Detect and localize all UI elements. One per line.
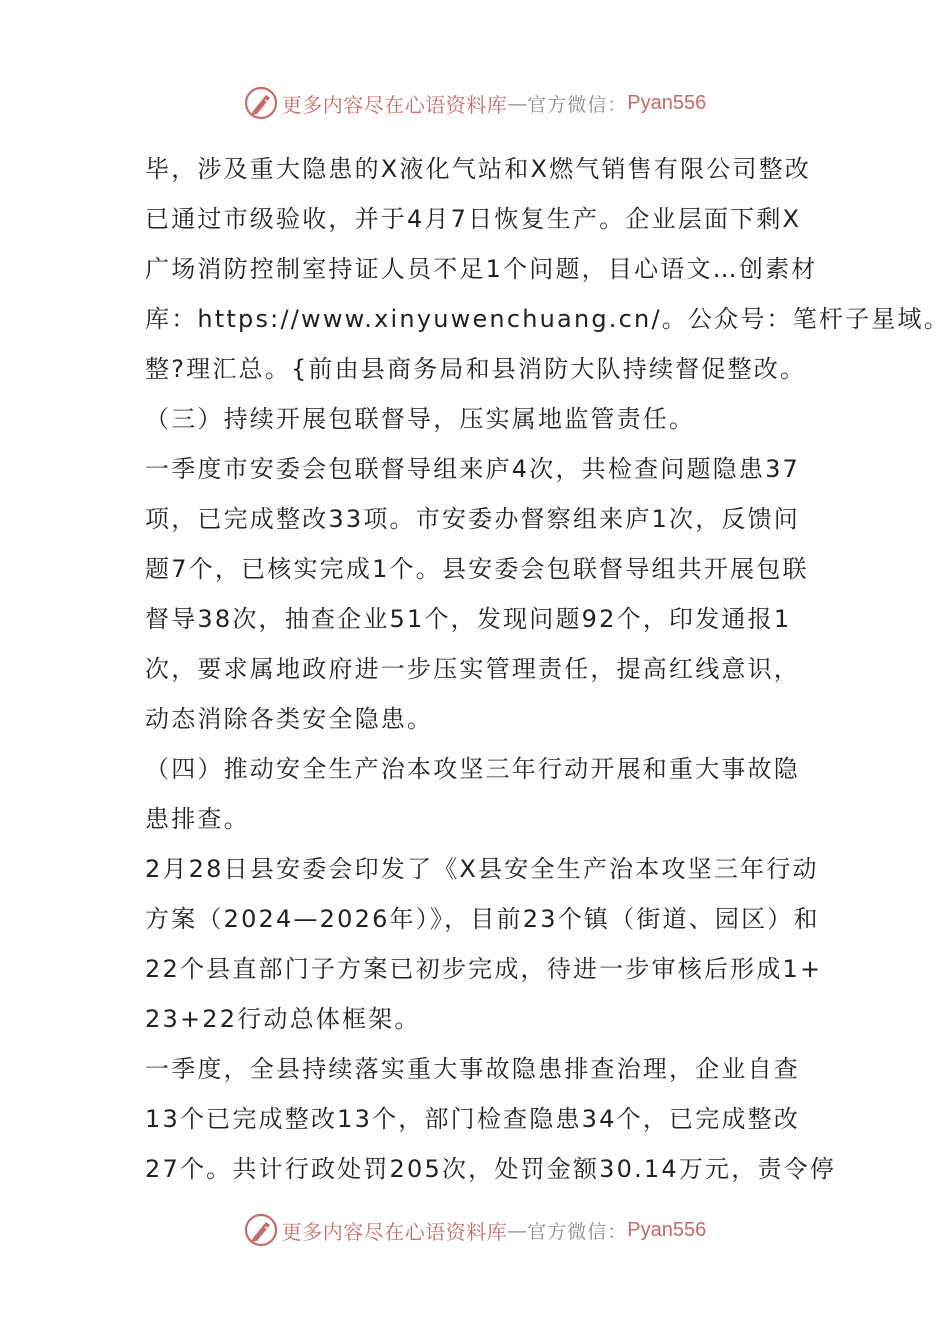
text-line: 13个已完成整改13个，部门检查隐患34个，已完成整改 — [145, 1105, 801, 1133]
text-line: 已通过市级验收，并于4月7日恢复生产。企业层面下剩X — [145, 205, 802, 233]
footer-main-text: 更多内容尽在心语资料库 — [281, 1219, 508, 1244]
text-line: 广场消防控制室持证人员不足1个问题，目心语文…创素材 — [145, 255, 818, 283]
text-line: （四）推动安全生产治本攻坚三年行动开展和重大事故隐 — [145, 755, 800, 783]
text-line: 27个。共计行政处罚205次，处罚金额30.14万元，责令停 — [145, 1155, 837, 1183]
text-line: 22个县直部门子方案已初步完成，待进一步审核后形成1+ — [145, 955, 823, 983]
text-line: 督导38次，抽查企业51个，发现问题92个，印发通报1 — [145, 605, 792, 633]
footer-dash: — — [507, 1218, 528, 1242]
text-line: 项，已完成整改33项。市安委办督察组来庐1次，反馈问 — [145, 505, 801, 533]
text-line: 方案（2024—2026年）》，目前23个镇（街道、园区）和 — [145, 905, 820, 933]
text-line: 一季度市安委会包联督导组来庐4次，共检查问题隐患37 — [145, 455, 801, 483]
text-line: 整?理汇总。{前由县商务局和县消防大队持续督促整改。 — [145, 355, 807, 383]
text-line: 毕，涉及重大隐患的X液化气站和X燃气销售有限公司整改 — [145, 155, 812, 183]
footer-wechat-id: Pyan556 — [627, 1218, 707, 1241]
text-line: 次，要求属地政府进一步压实管理责任，提高红线意识， — [145, 655, 800, 683]
text-line: 动态消除各类安全隐患。 — [145, 705, 434, 733]
header-banner — [0, 83, 950, 123]
text-line: 一季度，全县持续落实重大事故隐患排查治理，企业自查 — [145, 1055, 800, 1083]
text-line: 库：https://www.xinyuwenchuang.cn/。公众号：笔杆子星域。 — [145, 305, 950, 333]
footer-banner — [0, 1210, 950, 1250]
text-line: 23+22行动总体框架。 — [145, 1005, 421, 1033]
header-main-text: 更多内容尽在心语资料库 — [281, 92, 508, 117]
header-wechat-id: Pyan556 — [627, 91, 707, 114]
text-line: 题7个，已核实完成1个。县安委会包联督导组共开展包联 — [145, 555, 809, 583]
pen-logo-icon — [244, 1213, 278, 1247]
document-body — [145, 146, 950, 1196]
text-line: 患排查。 — [145, 805, 250, 833]
text-line: 2月28日县安委会印发了《X县安全生产治本攻坚三年行动 — [145, 855, 819, 883]
footer-sub-text: 官方微信： — [527, 1220, 628, 1243]
text-line: （三）持续开展包联督导，压实属地监管责任。 — [145, 405, 696, 433]
header-dash: — — [507, 91, 528, 115]
pen-logo-icon — [244, 86, 278, 120]
header-sub-text: 官方微信： — [527, 93, 628, 116]
